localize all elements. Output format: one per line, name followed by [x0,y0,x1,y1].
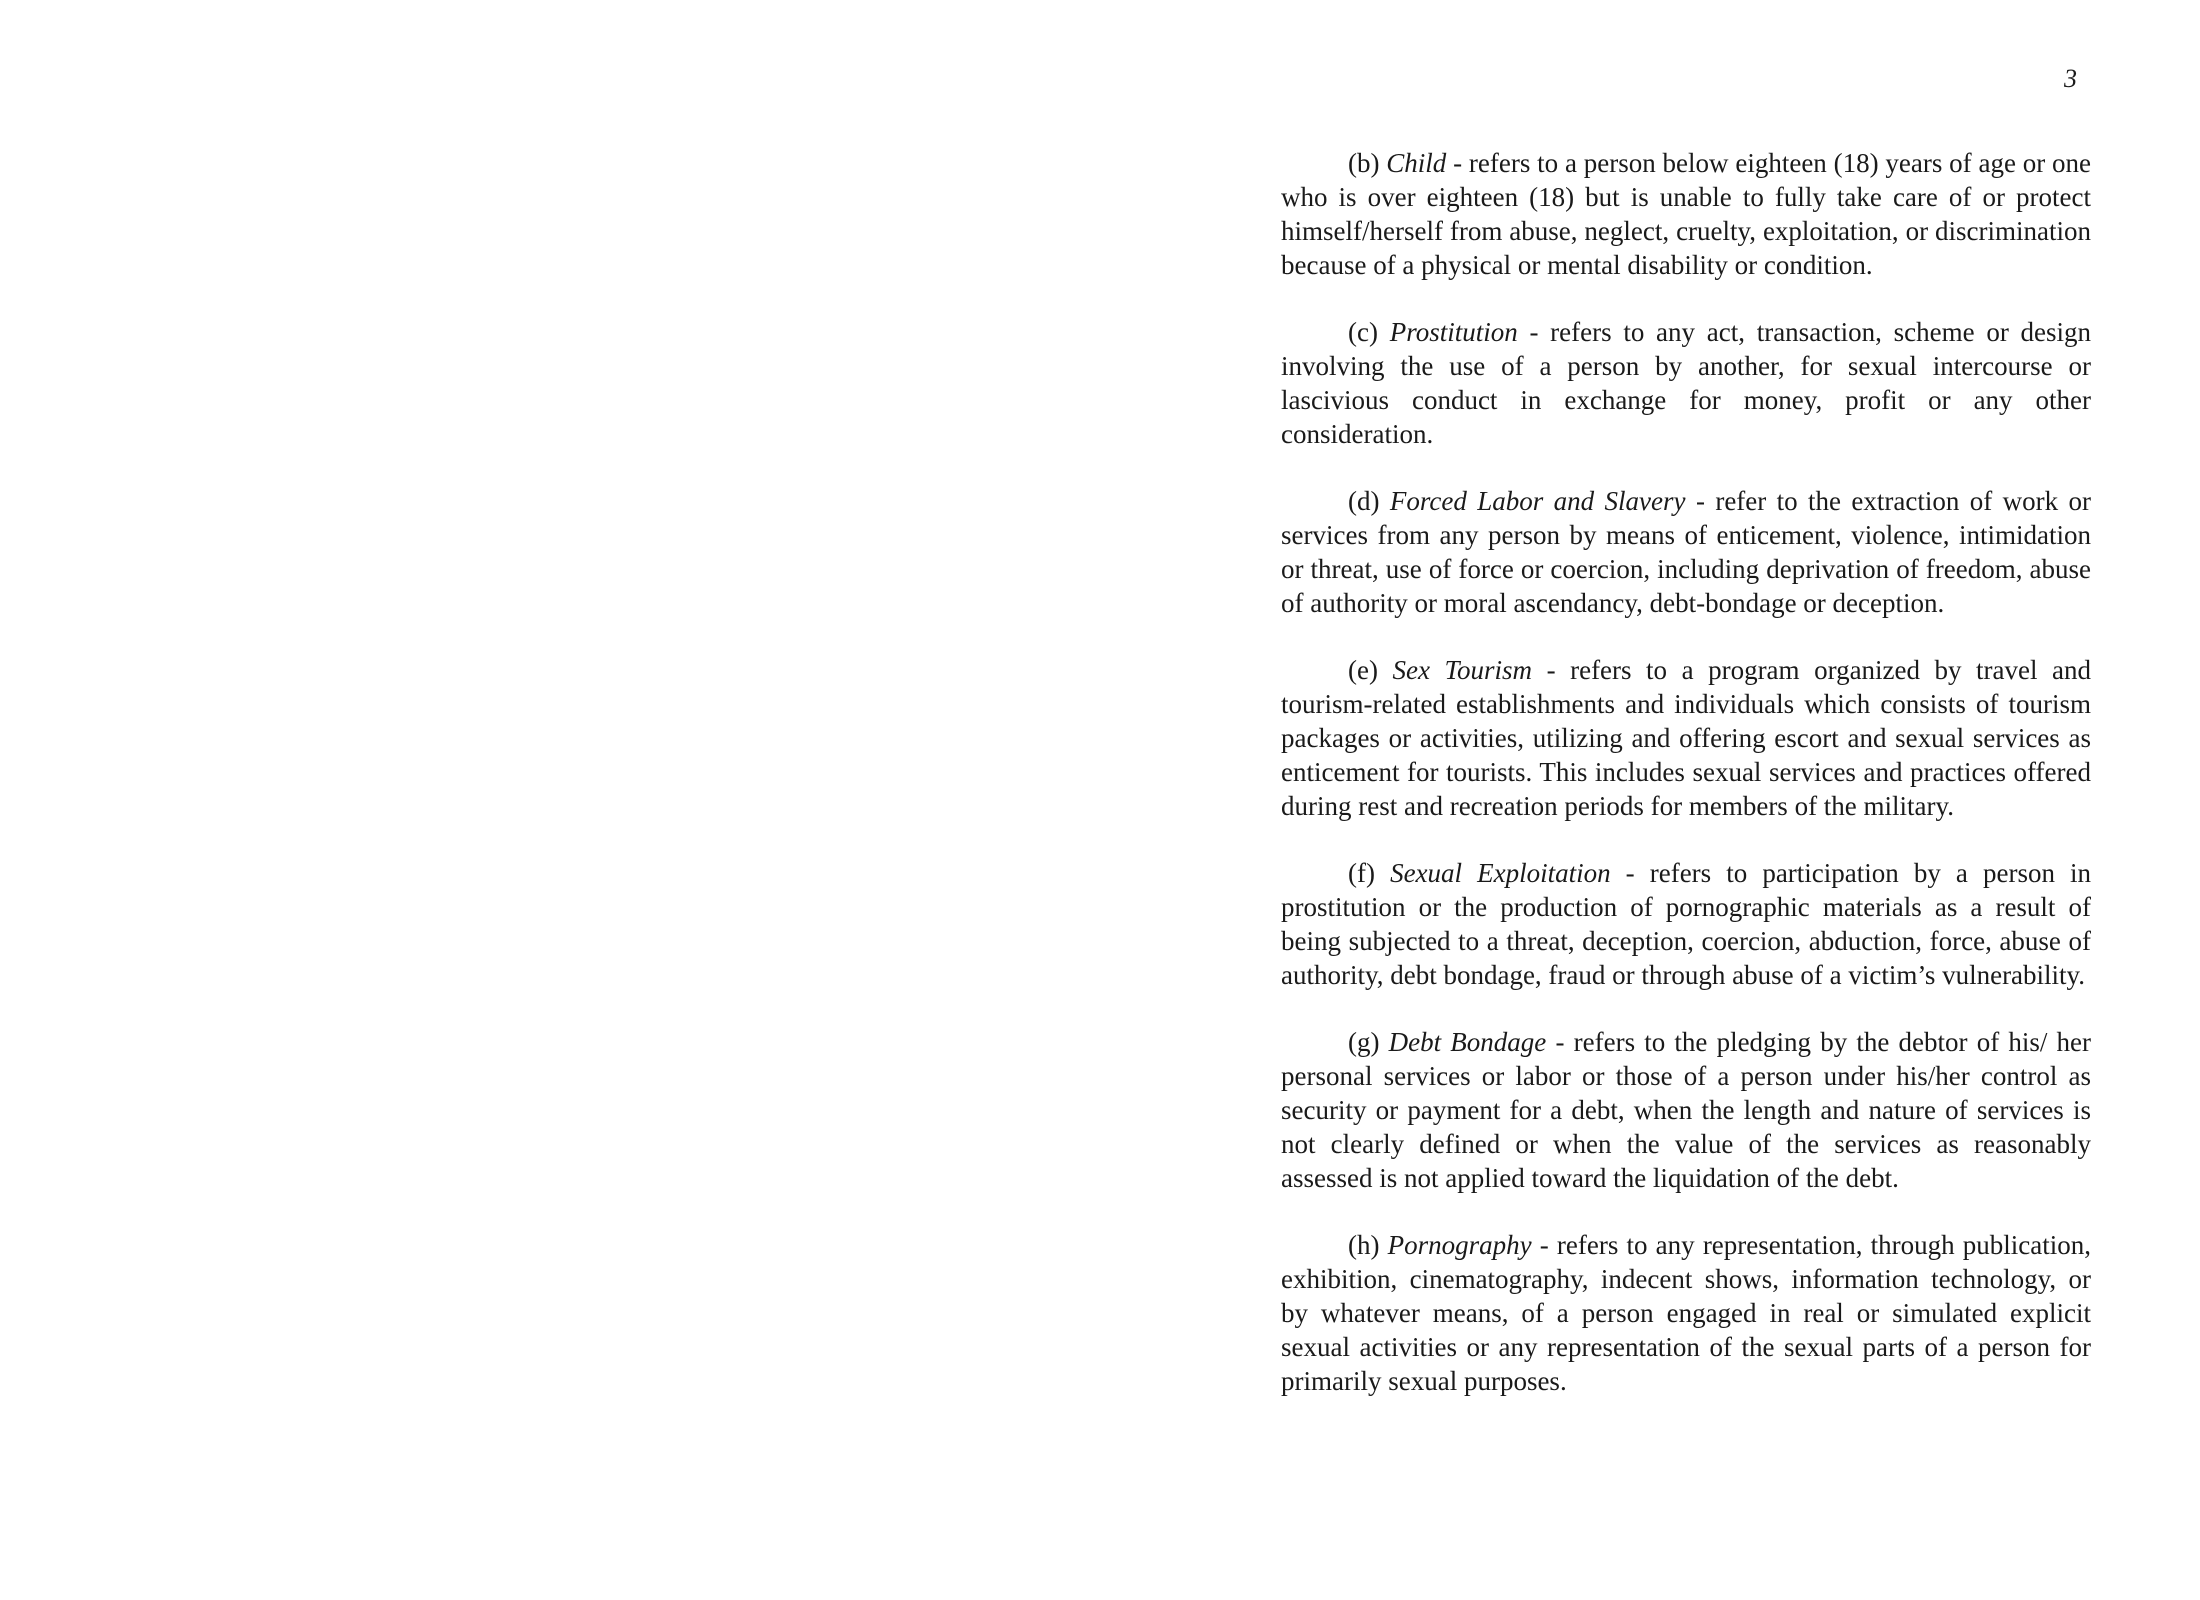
definition-pornography [1281,1228,2091,1398]
definition-term: Prostitution [1389,317,1518,347]
definition-debt-bondage [1281,1025,2091,1195]
definition-text: - refers to a person below eighteen (18) years of age or one who is over eighteen (18) but is unable to fully take care of or protect himself/herself from abuse, neglect, cruelty, exploitation, or discrimination because of a physical or mental disability or condition. [1281,148,2092,280]
definition-term: Debt Bondage [1388,1027,1547,1057]
definition-label: (g) [1348,1027,1380,1057]
definition-child [1281,146,2091,282]
definition-term: Sex Tourism [1392,655,1533,685]
definition-sexual-exploitation [1281,856,2091,992]
definition-label: (d) [1348,486,1380,516]
definition-label: (f) [1348,858,1375,888]
definition-label: (e) [1348,655,1378,685]
definition-sex-tourism [1281,653,2091,823]
definition-label: (c) [1348,317,1378,347]
definition-prostitution [1281,315,2091,451]
definition-label: (b) [1348,148,1380,178]
definition-label: (h) [1348,1230,1380,1260]
page-number: 3 [2064,64,2077,93]
definitions-list [1281,146,2091,1431]
definition-forced-labor [1281,484,2091,620]
definition-text: - refers to participation by a person in prostitution or the production of pornographic materials as a result of being subjected to a threat, deception, coercion, abduction, force, abuse of authority, debt bondage, fraud or through abuse of a victim’s vulnerability. [1281,858,2092,990]
definition-text: - refers to any representation, through publication, exhibition, cinematography, indecent shows, information technology, or by whatever means, of a person engaged in real or simulated explicit sexual activities or any representation of the sexual parts of a person for primarily sexual purposes. [1281,1230,2092,1396]
definition-text: - refers to any act, transaction, scheme or design involving the use of a person by another, for sexual intercourse or lascivious conduct in exchange for money, profit or any other consideration. [1281,317,2092,449]
definition-term: Forced Labor and Slavery [1389,486,1686,516]
definition-text: - refer to the extraction of work or services from any person by means of enticement, violence, intimidation or threat, use of force or coercion, including deprivation of freedom, abuse of authority or moral ascendancy, debt-bondage or deception. [1281,486,2092,618]
definition-text: - refers to a program organized by travel and tourism-related establishments and individuals which consists of tourism packages or activities, utilizing and offering escort and sexual services as enticement for tourists. This includes sexual services and practices offered during rest and recreation periods for members of the military. [1281,655,2092,821]
definition-term: Child [1386,148,1447,178]
definition-text: - refers to the pledging by the debtor of his/ her personal services or labor or those of a person under his/her control as security or payment for a debt, when the length and nature of services is not clearly defined or when the value of the services as reasonably assessed is not applied toward the liquidation of the debt. [1281,1027,2092,1193]
definition-term: Pornography [1387,1230,1532,1260]
definition-term: Sexual Exploitation [1390,858,1611,888]
